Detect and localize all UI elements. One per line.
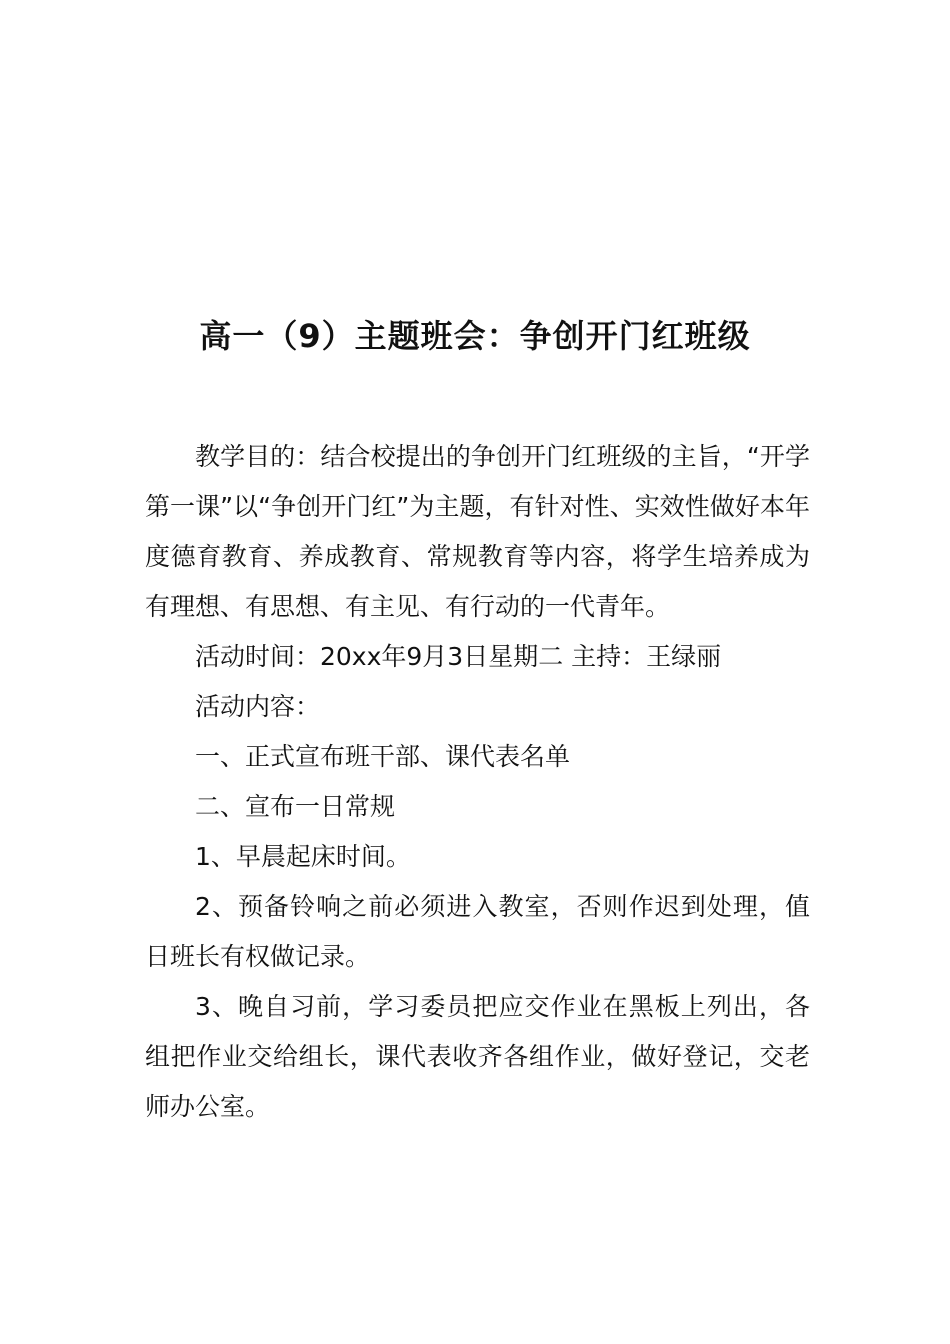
paragraph-activity-content-heading: 活动内容：	[195, 692, 321, 721]
paragraph-item-2: 2、预备铃响之前必须进入教室，否则作迟到处理，值日班长有权做记录。	[145, 892, 810, 971]
document-title: 高一（9）主题班会：争创开门红班级	[199, 317, 751, 356]
document-body	[145, 432, 810, 1132]
paragraph-section-two: 二、宣布一日常规	[195, 792, 396, 821]
paragraph-item-3: 3、晚自习前，学习委员把应交作业在黑板上列出，各组把作业交给组长，课代表收齐各组作业，做好登记，交老师办公室。	[145, 992, 810, 1121]
paragraph-item-1: 1、早晨起床时间。	[195, 842, 411, 871]
paragraph-activity-time: 活动时间：20xx年9月3日星期二 主持：王绿丽	[195, 642, 722, 671]
paragraph-teaching-purpose: 教学目的：结合校提出的争创开门红班级的主旨，“开学第一课”以“争创开门红”为主题，有针对性、实效性做好本年度德育教育、养成教育、常规教育等内容，将学生培养成为有理想、有思想、有主见、有行动的一代青年。	[145, 442, 810, 621]
paragraph-section-one: 一、正式宣布班干部、课代表名单	[195, 742, 571, 771]
